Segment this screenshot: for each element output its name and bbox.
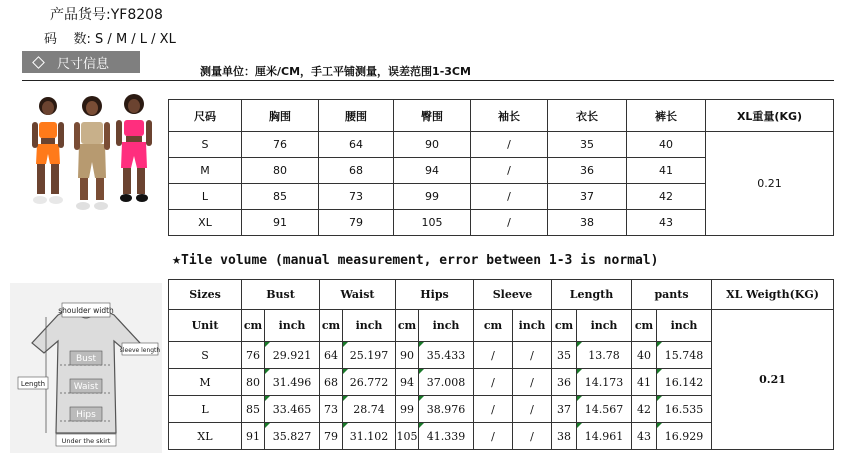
value-cell: / (513, 423, 552, 450)
value-cell: 68 (320, 369, 343, 396)
value-cell: 99 (394, 184, 471, 210)
value-cell: 91 (242, 423, 265, 450)
value-cell: / (513, 396, 552, 423)
value-cell: 33.465 (265, 396, 320, 423)
size-cell: XL (169, 423, 242, 450)
waist-label: Waist (73, 382, 99, 392)
value-cell: 38 (548, 210, 627, 236)
unit-cell: inch (577, 310, 632, 342)
hips-label: Hips (76, 410, 96, 420)
value-cell: / (471, 184, 548, 210)
unit-row (169, 310, 834, 342)
value-cell: 35.433 (419, 342, 474, 369)
value-cell: 16.535 (657, 396, 712, 423)
unit-cell: inch (513, 310, 552, 342)
garment-measurement-diagram (10, 283, 162, 453)
value-cell: 35 (552, 342, 577, 369)
value-cell: 16.142 (657, 369, 712, 396)
star-icon: ★ (172, 250, 182, 268)
value-cell: 85 (242, 184, 319, 210)
size-cell: M (169, 158, 242, 184)
value-cell: 94 (396, 369, 419, 396)
header-cell: 衣长 (548, 100, 627, 132)
value-cell: 14.173 (577, 369, 632, 396)
heading-text: Tile volume (manual measurement, error between 1-3 is normal) (181, 253, 659, 268)
value-cell: 26.772 (343, 369, 396, 396)
model-pink (116, 94, 152, 202)
header-cell: 臀围 (394, 100, 471, 132)
value-cell: 37 (548, 184, 627, 210)
unit-cell: cm (474, 310, 513, 342)
value-cell: 25.197 (343, 342, 396, 369)
value-cell: / (471, 210, 548, 236)
header-cell: 裤长 (627, 100, 706, 132)
unit-cell: inch (419, 310, 474, 342)
size-info-tab (22, 51, 140, 73)
size-cell: L (169, 184, 242, 210)
value-cell: 90 (396, 342, 419, 369)
value-cell: / (474, 342, 513, 369)
header-cell: pants (632, 280, 712, 310)
english-table-heading (172, 250, 658, 268)
value-cell: 14.961 (577, 423, 632, 450)
value-cell: 41 (632, 369, 657, 396)
header-cell: Length (552, 280, 632, 310)
size-cell: S (169, 132, 242, 158)
value-cell: / (474, 369, 513, 396)
value-cell: 73 (319, 184, 394, 210)
value-cell: 85 (242, 396, 265, 423)
value-cell: 37 (552, 396, 577, 423)
model-beige (74, 96, 110, 210)
value-cell: / (471, 132, 548, 158)
header-cell: 腰围 (319, 100, 394, 132)
size-table-cn (168, 99, 834, 236)
value-cell: 73 (320, 396, 343, 423)
unit-cell: cm (552, 310, 577, 342)
value-cell: 80 (242, 158, 319, 184)
unit-cell: inch (657, 310, 712, 342)
value-cell: 15.748 (657, 342, 712, 369)
header-cell: XL重量(KG) (706, 100, 834, 132)
unit-cell: cm (242, 310, 265, 342)
value-cell: 99 (396, 396, 419, 423)
value-cell: 79 (320, 423, 343, 450)
header-cell: Waist (320, 280, 396, 310)
value-cell: / (513, 342, 552, 369)
unit-label-cell: Unit (169, 310, 242, 342)
value-cell: 79 (319, 210, 394, 236)
value-cell: 76 (242, 342, 265, 369)
under-skirt-label: Under the skirt (61, 437, 111, 445)
header-cell: Hips (396, 280, 474, 310)
value-cell: 38 (552, 423, 577, 450)
value-cell: 29.921 (265, 342, 320, 369)
value-cell: 41.339 (419, 423, 474, 450)
header-cell: 袖长 (471, 100, 548, 132)
value-cell: 80 (242, 369, 265, 396)
value-cell: 90 (394, 132, 471, 158)
value-cell: 38.976 (419, 396, 474, 423)
value-cell: 43 (632, 423, 657, 450)
size-cell: M (169, 369, 242, 396)
value-cell: 40 (627, 132, 706, 158)
value-cell: 13.78 (577, 342, 632, 369)
value-cell: / (513, 369, 552, 396)
product-code: 产品货号:YF8208 (50, 7, 163, 23)
unit-cell: cm (632, 310, 657, 342)
measurement-note: 测量单位：厘米/CM，手工平铺测量，误差范围1-3CM (200, 65, 471, 78)
header-cell: 尺码 (169, 100, 242, 132)
value-cell: 94 (394, 158, 471, 184)
value-cell: 35.827 (265, 423, 320, 450)
value-cell: 14.567 (577, 396, 632, 423)
weight-cell: 0.21 (706, 132, 834, 236)
unit-cell: cm (396, 310, 419, 342)
size-table-en (168, 279, 834, 450)
shoulder-width-label: shoulder width (58, 306, 114, 315)
size-cell: S (169, 342, 242, 369)
value-cell: 68 (319, 158, 394, 184)
sleeve-length-label: sleeve length (119, 347, 161, 354)
value-cell: / (474, 396, 513, 423)
value-cell: 105 (396, 423, 419, 450)
value-cell: 28.74 (343, 396, 396, 423)
value-cell: 42 (627, 184, 706, 210)
value-cell: 105 (394, 210, 471, 236)
header-cell: XL Weigth(KG) (712, 280, 834, 310)
length-label: Length (20, 380, 46, 388)
value-cell: 64 (320, 342, 343, 369)
value-cell: 40 (632, 342, 657, 369)
value-cell: 91 (242, 210, 319, 236)
value-cell: 37.008 (419, 369, 474, 396)
value-cell: / (471, 158, 548, 184)
bust-label: Bust (75, 354, 97, 364)
value-cell: 43 (627, 210, 706, 236)
value-cell: 64 (319, 132, 394, 158)
value-cell: 35 (548, 132, 627, 158)
value-cell: 42 (632, 396, 657, 423)
value-cell: 16.929 (657, 423, 712, 450)
available-sizes: 码 数: S / M / L / XL (44, 32, 176, 47)
unit-cell: inch (265, 310, 320, 342)
table-header-row (169, 100, 834, 132)
value-cell: 36 (548, 158, 627, 184)
header-cell: Sizes (169, 280, 242, 310)
diamond-outline-icon (32, 56, 45, 69)
value-cell: 76 (242, 132, 319, 158)
header-cell: 胸围 (242, 100, 319, 132)
header-cell: Bust (242, 280, 320, 310)
size-cell: XL (169, 210, 242, 236)
unit-cell: inch (343, 310, 396, 342)
table-row (169, 132, 834, 158)
value-cell: 36 (552, 369, 577, 396)
value-cell: 31.496 (265, 369, 320, 396)
model-photo (20, 92, 160, 227)
unit-cell: cm (320, 310, 343, 342)
header-divider (22, 80, 834, 81)
value-cell: 41 (627, 158, 706, 184)
table-header-row (169, 280, 834, 310)
model-orange (32, 97, 64, 204)
weight-cell: 0.21 (712, 310, 834, 450)
size-info-label: 尺寸信息 (57, 56, 110, 72)
size-cell: L (169, 396, 242, 423)
value-cell: / (474, 423, 513, 450)
value-cell: 31.102 (343, 423, 396, 450)
header-cell: Sleeve (474, 280, 552, 310)
